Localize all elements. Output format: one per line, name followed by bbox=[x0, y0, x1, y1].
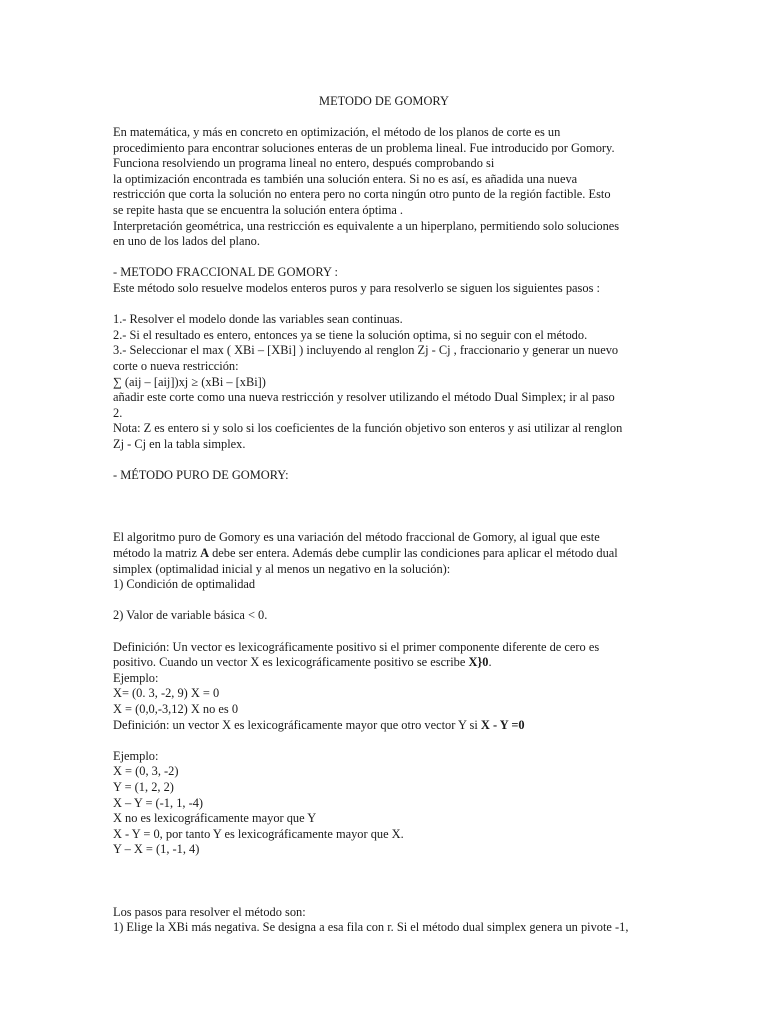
definition-line bbox=[113, 655, 663, 671]
example-line: X - Y = 0, por tanto Y es lexicográficamente mayor que X. bbox=[113, 826, 404, 841]
step-line: 2.- Si el resultado es entero, entonces ya se tiene la solución optima, si no seguir con el método. bbox=[113, 327, 588, 342]
pure-section bbox=[113, 468, 663, 936]
condition-line: 1) Condición de optimalidad bbox=[113, 577, 256, 592]
note-line: Zj - Cj en la tabla simplex. bbox=[113, 436, 246, 451]
text-line: En matemática, y más en concreto en optimización, el método de los planos de corte es un bbox=[113, 125, 561, 139]
example-line: Y – X = (1, -1, 4) bbox=[113, 842, 200, 857]
example-line: X = (0,0,-3,12) X no es 0 bbox=[113, 701, 239, 716]
step-line: 2. bbox=[113, 405, 123, 420]
section-heading-fractional: - METODO FRACCIONAL DE GOMORY : bbox=[113, 265, 338, 280]
spacer bbox=[113, 250, 663, 266]
spacer bbox=[113, 484, 663, 531]
text-line: la optimización encontrada es también una solución entera. Si no es así, es añadida una nueva bbox=[113, 171, 578, 186]
text-run: método la matriz bbox=[113, 546, 201, 561]
formula-line: ∑ (aij – [aij])xj ≥ (xBi – [xBi]) bbox=[113, 374, 266, 389]
example-line: X = (0, 3, -2) bbox=[113, 764, 179, 779]
example-line: X – Y = (-1, 1, -4) bbox=[113, 795, 204, 810]
text-line bbox=[113, 546, 663, 562]
definition-line bbox=[113, 718, 663, 734]
example-line: X= (0. 3, -2, 9) X = 0 bbox=[113, 686, 220, 701]
spacer bbox=[113, 297, 663, 313]
spacer bbox=[113, 593, 663, 609]
step-line: corte o nueva restricción: bbox=[113, 358, 239, 373]
text-line: Funciona resolviendo un programa lineal no entero, después comprobando si bbox=[113, 156, 495, 171]
example-label: Ejemplo: bbox=[113, 748, 159, 763]
text-run: . bbox=[488, 655, 492, 670]
document-title: METODO DE GOMORY bbox=[319, 94, 449, 108]
condition-line: 2) Valor de variable básica < 0. bbox=[113, 608, 268, 623]
spacer bbox=[113, 624, 663, 640]
definition-line: Definición: Un vector es lexicográficamente positivo si el primer componente diferente de cero es bbox=[113, 639, 600, 654]
text-line: Este método solo resuelve modelos enteros puros y para resolverlo se siguen los siguientes pasos : bbox=[113, 280, 600, 295]
example-label: Ejemplo: bbox=[113, 670, 159, 685]
intro-paragraph bbox=[113, 125, 663, 250]
spacer bbox=[113, 858, 663, 905]
text-line: restricción que corta la solución no entera pero no corta ningún otro punto de la región factible. Esto bbox=[113, 187, 611, 202]
document-body bbox=[113, 125, 663, 936]
spacer bbox=[113, 452, 663, 468]
text-line: Los pasos para resolver el método son: bbox=[113, 904, 306, 919]
example-line: X no es lexicográficamente mayor que Y bbox=[113, 811, 317, 826]
text-line: Interpretación geométrica, una restricción es equivalente a un hiperplano, permitiendo solo soluciones bbox=[113, 218, 620, 233]
step-line: añadir este corte como una nueva restricción y resolver utilizando el método Dual Simplex; ir al paso bbox=[113, 390, 615, 405]
text-run: debe ser entera. Además debe cumplir las condiciones para aplicar el método dual bbox=[209, 546, 618, 561]
text-run: Definición: un vector X es lexicográficamente mayor que otro vector Y si bbox=[113, 717, 481, 732]
example-line: Y = (1, 2, 2) bbox=[113, 779, 174, 794]
note-line: Nota: Z es entero si y solo si los coeficientes de la función objetivo son enteros y asi utilizar al renglon bbox=[113, 421, 623, 436]
text-line: El algoritmo puro de Gomory es una variación del método fraccional de Gomory, al igual que este bbox=[113, 530, 600, 545]
text-run: positivo. Cuando un vector X es lexicográficamente positivo se escribe bbox=[113, 655, 469, 670]
text-line: se repite hasta que se encuentra la solución entera óptima . bbox=[113, 202, 404, 217]
text-line: simplex (optimalidad inicial y al menos un negativo en la solución): bbox=[113, 561, 451, 576]
step-line: 3.- Seleccionar el max ( XBi – [XBi] ) incluyendo al renglon Zj - Cj , fraccionario y generar un nuevo bbox=[113, 343, 619, 358]
section-heading-pure: - MÉTODO PURO DE GOMORY: bbox=[113, 468, 289, 483]
notation-bold: X}0 bbox=[468, 655, 489, 670]
fractional-section bbox=[113, 265, 663, 452]
text-line: procedimiento para encontrar soluciones enteras de un problema lineal. Fue introducido por Gomory. bbox=[113, 140, 615, 155]
step-line: 1.- Resolver el modelo donde las variables sean continuas. bbox=[113, 312, 403, 327]
notation-bold: X - Y =0 bbox=[480, 717, 525, 732]
spacer bbox=[113, 733, 663, 749]
step-line: 1) Elige la XBi más negativa. Se designa a esa fila con r. Si el método dual simplex genera un pivote -1, bbox=[113, 920, 629, 935]
text-line: en uno de los lados del plano. bbox=[113, 234, 260, 249]
matrix-symbol: A bbox=[200, 546, 210, 561]
